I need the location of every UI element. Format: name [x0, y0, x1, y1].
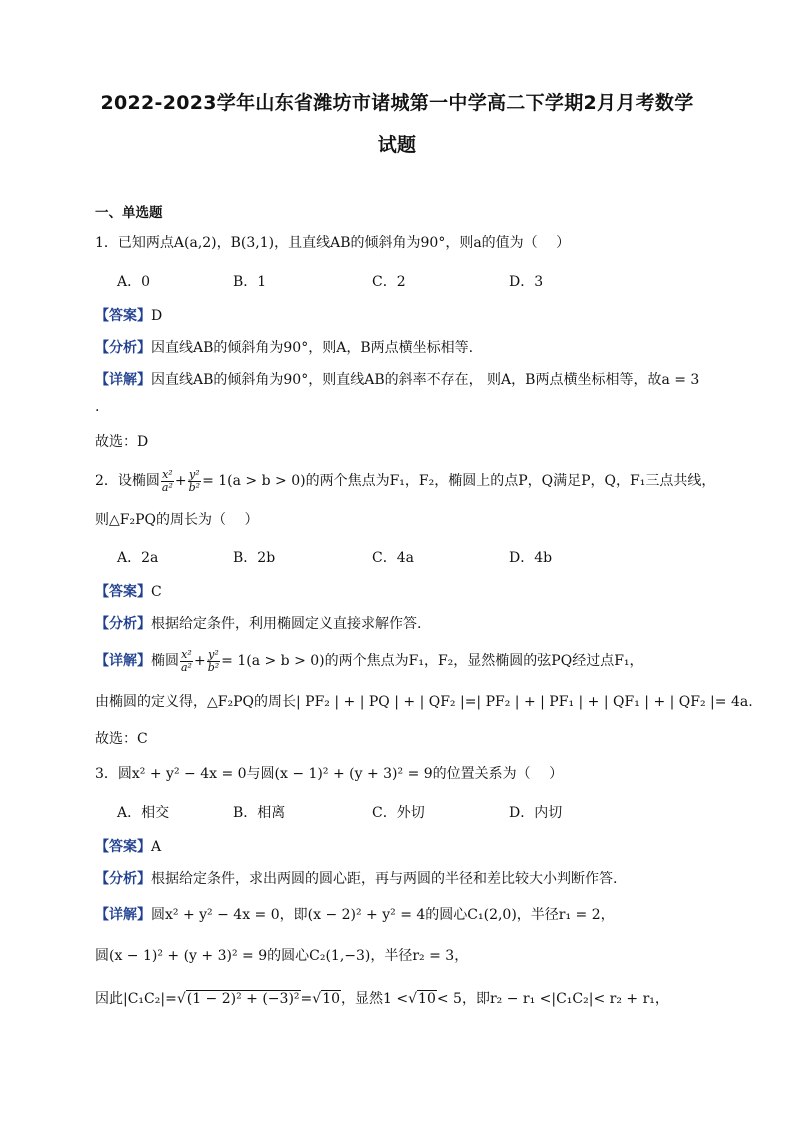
frac-denominator: b²	[207, 660, 220, 674]
ellipse-fraction-y	[188, 469, 201, 494]
q1-option-d: D．3	[509, 274, 544, 290]
document-title-line-2: 试题	[377, 134, 417, 156]
q1-analysis	[95, 338, 473, 358]
ellipse-fraction-x	[180, 649, 193, 674]
q1-answer	[95, 306, 162, 326]
q1-option-b: B．1	[233, 274, 267, 290]
document-title-line-1: 2022-2023学年山东省潍坊市诸城第一中学高二下学期2月月考数学	[100, 92, 694, 114]
answer-tag: 【答案】	[95, 584, 151, 600]
q2-detail-line-2: 由椭圆的定义得，△F₂PQ的周长| PF₂ | + | PQ | + | QF₂ |=| PF₂ | + | PF₁ | + | QF₁ | + | QF₂ |= 4a.	[95, 694, 753, 710]
q1-stem: 1．已知两点A(a,2)，B(3,1)，且直线AB的倾斜角为90°，则a的值为（ ）	[95, 235, 571, 251]
q2-option-c: C．4a	[372, 550, 414, 566]
ellipse-fraction-x	[161, 469, 174, 494]
q3-option-b: B．相离	[233, 805, 286, 821]
q3-detail-line-3: 因此|C₁C₂|=√(1 − 2)² + (−3)²=√10，显然1 <√10< 5，即r₂ − r₁ <|C₁C₂|< r₂ + r₁，	[95, 991, 669, 1007]
detail-text: 因直线AB的倾斜角为90°，则直线AB的斜率不存在， 则A，B两点横坐标相等，故a = 3	[151, 372, 700, 388]
answer-tag: 【答案】	[95, 308, 151, 324]
q1-option-a: A．0	[117, 274, 151, 290]
frac-numerator: x²	[181, 647, 192, 661]
detail-tag: 【详解】	[95, 907, 151, 923]
detail-text: 圆x² + y² − 4x = 0，即(x − 2)² + y² = 4的圆心C₁(2,0)，半径r₁ = 2，	[151, 907, 615, 923]
section-heading: 一、单选题	[95, 205, 163, 221]
frac-numerator: y²	[189, 467, 200, 481]
q2-stem-line-2: 则△F₂PQ的周长为（ ）	[95, 512, 259, 528]
q3-answer	[95, 837, 161, 857]
q2-analysis	[95, 614, 421, 634]
detail-line3-c: ，显然1 <	[341, 991, 409, 1007]
answer-value: A	[151, 839, 162, 855]
answer-value: C	[151, 584, 162, 600]
q3-detail	[95, 905, 615, 925]
analysis-tag: 【分析】	[95, 871, 151, 887]
q3-detail-line-2: 圆(x − 1)² + (y + 3)² = 9的圆心C₂(1,−3)，半径r₂ = 3，	[95, 948, 469, 964]
detail-prefix: 椭圆	[151, 653, 179, 669]
ellipse-fraction-y	[207, 649, 220, 674]
detail-tag: 【详解】	[95, 653, 151, 669]
detail-line3-d: < 5，即r₂ − r₁ <|C₁C₂|< r₂ + r₁，	[436, 991, 669, 1007]
q2-conclusion: 故选：C	[95, 731, 148, 747]
q2-option-a: A．2a	[117, 550, 159, 566]
frac-denominator: a²	[161, 480, 173, 494]
q1-detail-tail: .	[95, 399, 100, 415]
q3-analysis	[95, 869, 617, 889]
q2-option-b: B．2b	[233, 550, 276, 566]
analysis-text: 根据给定条件，求出两圆的圆心距，再与两圆的半径和差比较大小判断作答.	[151, 871, 618, 887]
sqrt-radicand-3: 10	[418, 991, 436, 1007]
detail-line3-b: =	[300, 991, 313, 1007]
q2-stem-rest: = 1(a > b > 0)的两个焦点为F₁，F₂，椭圆上的点P，Q满足P，Q，F₁三点共线，	[202, 473, 716, 489]
frac-numerator: x²	[162, 467, 173, 481]
detail-tag: 【详解】	[95, 372, 151, 388]
q2-answer	[95, 582, 162, 602]
q2-detail: 【详解】椭圆 $\frac{\text{x²}}{\text{a²}}$ + $\frac{\text{y²}}{\text{b²}}$ = 1(a > b > 0)的两个焦点为F₁，F₂，显然椭圆的弦PQ经过点F₁，	[95, 647, 644, 674]
q1-option-c: C．2	[372, 274, 406, 290]
q3-option-c: C．外切	[372, 805, 425, 821]
analysis-tag: 【分析】	[95, 616, 151, 632]
answer-tag: 【答案】	[95, 839, 151, 855]
q3-option-a: A．相交	[117, 805, 170, 821]
analysis-text: 根据给定条件，利用椭圆定义直接求解作答.	[151, 616, 422, 632]
analysis-tag: 【分析】	[95, 340, 151, 356]
frac-denominator: a²	[181, 660, 192, 674]
sqrt-radicand: (1 − 2)² + (−3)²	[186, 991, 300, 1007]
q1-conclusion: 故选：D	[95, 434, 149, 450]
answer-value: D	[151, 308, 163, 324]
q3-option-d: D．内切	[509, 805, 563, 821]
frac-denominator: b²	[188, 480, 201, 494]
analysis-text: 因直线AB的倾斜角为90°，则A，B两点横坐标相等.	[151, 340, 474, 356]
q1-detail	[95, 370, 699, 390]
q2-prefix: 2．设椭圆	[95, 473, 160, 489]
detail-line3-a: 因此|C₁C₂|=	[95, 991, 177, 1007]
frac-numerator: y²	[208, 647, 219, 661]
detail-rest: = 1(a > b > 0)的两个焦点为F₁，F₂，显然椭圆的弦PQ经过点F₁，	[221, 653, 644, 669]
q2-option-d: D．4b	[509, 550, 553, 566]
q3-stem: 3．圆x² + y² − 4x = 0与圆(x − 1)² + (y + 3)² = 9的位置关系为（ ）	[95, 766, 564, 782]
sqrt-radicand-2: 10	[322, 991, 341, 1007]
q2-stem: 2．设椭圆 $\frac{\text{x²}}{\text{a²}}$ + $\frac{\text{y²}}{\text{b²}}$ = 1(a > b > 0)的两个焦点为F₁，F₂，椭圆上的点P，Q满足P，Q，F₁三点共线，	[95, 467, 716, 494]
